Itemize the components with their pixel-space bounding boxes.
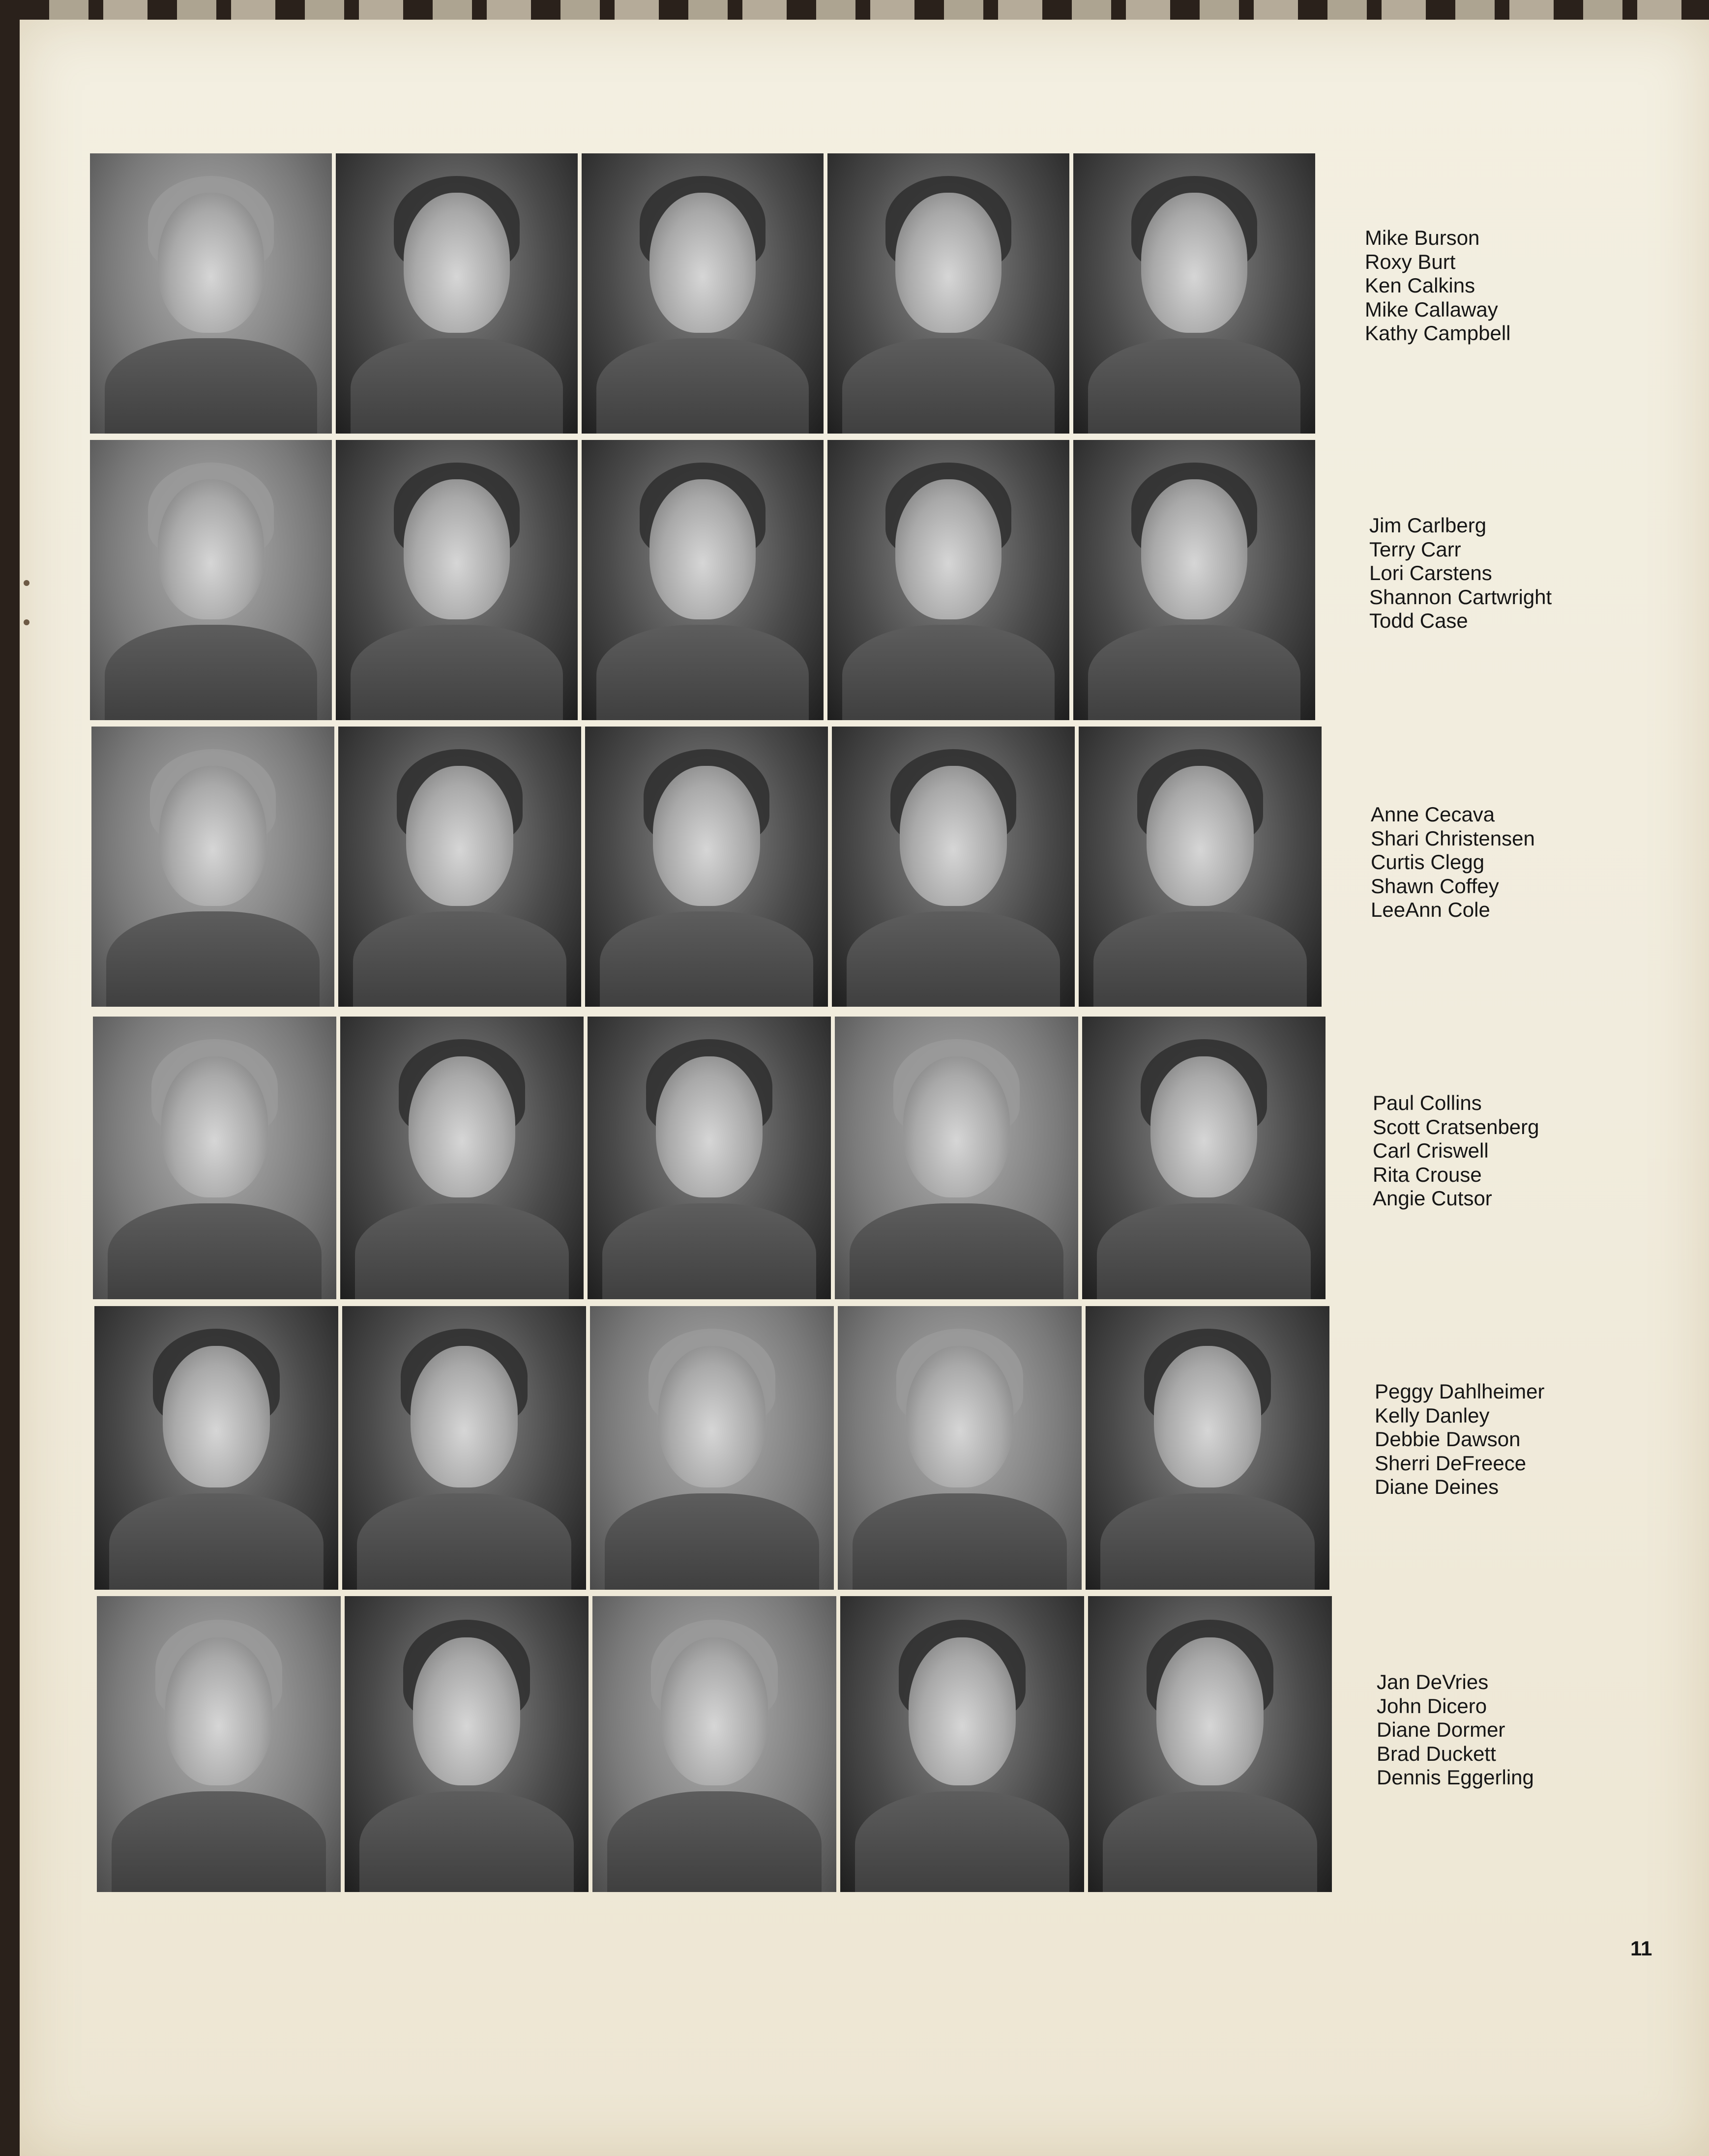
portrait-photo bbox=[582, 153, 824, 434]
student-name: Jim Carlberg bbox=[1369, 514, 1487, 537]
student-name: Anne Cecava bbox=[1371, 803, 1495, 826]
portrait-photo bbox=[840, 1596, 1084, 1892]
portrait-photo bbox=[1086, 1306, 1329, 1590]
student-name: Terry Carr bbox=[1369, 537, 1461, 561]
student-name: Shawn Coffey bbox=[1371, 874, 1499, 898]
student-name: Mike Callaway bbox=[1365, 297, 1498, 321]
portrait-photo bbox=[340, 1017, 584, 1299]
portrait-photo bbox=[582, 440, 824, 720]
student-name: Shari Christensen bbox=[1371, 826, 1535, 850]
portrait-row-3 bbox=[91, 727, 1322, 1007]
student-name: Kelly Danley bbox=[1375, 1403, 1490, 1427]
student-name: Debbie Dawson bbox=[1375, 1428, 1521, 1451]
portrait-photo bbox=[336, 440, 578, 720]
portrait-photo bbox=[827, 440, 1069, 720]
student-name: Dennis Eggerling bbox=[1377, 1766, 1534, 1789]
portrait-photo bbox=[91, 727, 334, 1007]
student-name: Curtis Clegg bbox=[1371, 850, 1485, 874]
portrait-photo bbox=[588, 1017, 831, 1299]
portrait-photo bbox=[1082, 1017, 1326, 1299]
student-name: Shannon Cartwright bbox=[1369, 585, 1552, 609]
portrait-photo bbox=[835, 1017, 1078, 1299]
portrait-row-1 bbox=[90, 153, 1315, 434]
student-name: Lori Carstens bbox=[1369, 561, 1492, 584]
student-name: Sherri DeFreece bbox=[1375, 1451, 1527, 1475]
student-name: Diane Dormer bbox=[1377, 1718, 1505, 1741]
portrait-row-2 bbox=[90, 440, 1315, 720]
name-list-row-1 bbox=[1365, 226, 1510, 346]
student-name: Mike Burson bbox=[1365, 226, 1480, 249]
portrait-photo bbox=[1073, 153, 1315, 434]
student-name: Jan DeVries bbox=[1377, 1670, 1489, 1693]
student-name: Todd Case bbox=[1369, 609, 1468, 632]
name-list-row-2 bbox=[1369, 514, 1552, 633]
student-name: Brad Duckett bbox=[1377, 1742, 1496, 1765]
portrait-photo bbox=[338, 727, 581, 1007]
student-name: Roxy Burt bbox=[1365, 250, 1456, 273]
student-name: LeeAnn Cole bbox=[1371, 898, 1490, 921]
portrait-row-4 bbox=[93, 1017, 1326, 1299]
portrait-photo bbox=[1073, 440, 1315, 720]
student-name: Kathy Campbell bbox=[1365, 321, 1511, 345]
portrait-photo bbox=[345, 1596, 589, 1892]
student-name: Paul Collins bbox=[1373, 1091, 1482, 1114]
portrait-photo bbox=[827, 153, 1069, 434]
student-name: Scott Cratsenberg bbox=[1373, 1115, 1539, 1138]
portrait-photo bbox=[93, 1017, 336, 1299]
portrait-photo bbox=[832, 727, 1075, 1007]
portrait-photo bbox=[590, 1306, 834, 1590]
student-name: Rita Crouse bbox=[1373, 1163, 1482, 1186]
portrait-row-5 bbox=[94, 1306, 1329, 1590]
page-number: 11 bbox=[1630, 1937, 1652, 1960]
name-list-row-5 bbox=[1375, 1380, 1545, 1499]
student-name: Angie Cutsor bbox=[1373, 1187, 1492, 1210]
portrait-photo bbox=[90, 440, 332, 720]
portrait-photo bbox=[1079, 727, 1322, 1007]
student-name: Diane Deines bbox=[1375, 1475, 1499, 1498]
portrait-photo bbox=[97, 1596, 341, 1892]
binding-hole bbox=[24, 619, 29, 625]
student-name: Ken Calkins bbox=[1365, 274, 1475, 297]
portrait-photo bbox=[585, 727, 828, 1007]
student-name: Peggy Dahlheimer bbox=[1375, 1380, 1545, 1403]
name-list-row-6 bbox=[1377, 1670, 1534, 1790]
portrait-photo bbox=[90, 153, 332, 434]
student-name: Carl Criswell bbox=[1373, 1139, 1489, 1162]
portrait-photo bbox=[592, 1596, 836, 1892]
portrait-row-6 bbox=[97, 1596, 1332, 1892]
name-list-row-4 bbox=[1373, 1091, 1539, 1211]
student-name: John Dicero bbox=[1377, 1694, 1487, 1718]
portrait-photo bbox=[94, 1306, 338, 1590]
portrait-photo bbox=[1088, 1596, 1332, 1892]
binding-hole bbox=[24, 580, 29, 586]
portrait-photo bbox=[336, 153, 578, 434]
portrait-photo bbox=[838, 1306, 1082, 1590]
portrait-photo bbox=[342, 1306, 586, 1590]
name-list-row-3 bbox=[1371, 803, 1535, 922]
